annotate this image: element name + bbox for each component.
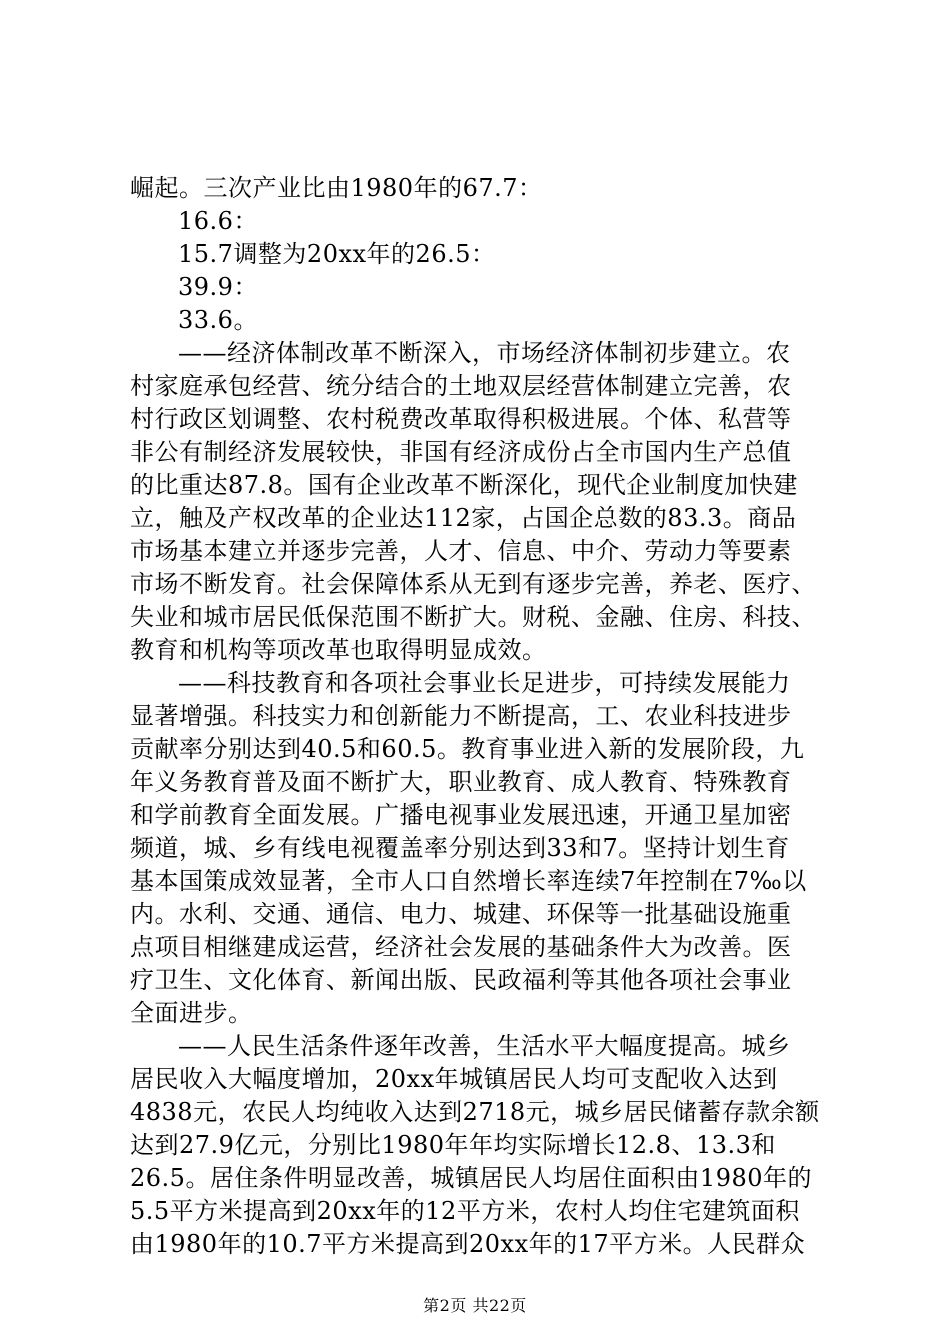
text-line: 村家庭承包经营、统分结合的土地双层经营体制建立完善，农 [130,372,792,400]
text-line: 市场不断发育。社会保障体系从无到有逐步完善，养老、医疗、 [130,570,816,598]
text-line: 39.9： [178,273,258,301]
text-line: 16.6： [178,207,258,235]
text-line: 村行政区划调整、农村税费改革取得积极进展。个体、私营等 [130,405,792,433]
text-line: 5.5平方米提高到20xx年的12平方米，农村人均住宅建筑面积 [130,1197,800,1225]
text-line: 失业和城市居民低保范围不断扩大。财税、金融、住房、科技、 [130,603,816,631]
text-line: 立，触及产权改革的企业达112家，占国企总数的83.3。商品 [130,504,797,532]
text-line: 全面进步。 [130,999,253,1027]
page-footer: 第2页 共22页 [423,1296,527,1315]
text-line: 内。水利、交通、通信、电力、城建、环保等一批基础设施重 [130,900,792,928]
text-line: 33.6。 [178,306,258,334]
text-line: 由1980年的10.7平方米提高到20xx年的17平方米。人民群众 [130,1230,806,1258]
text-line: ——科技教育和各项社会事业长足进步，可持续发展能力 [178,669,791,697]
text-line: 4838元，农民人均纯收入达到2718元，城乡居民储蓄存款余额 [130,1098,820,1126]
text-line: 基本国策成效显著，全市人口自然增长率连续7年控制在7‰以 [130,867,807,895]
text-line: 疗卫生、文化体育、新闻出版、民政福利等其他各项社会事业 [130,966,792,994]
text-line: 达到27.9亿元，分别比1980年年均实际增长12.8、13.3和 [130,1131,776,1159]
text-line: 显著增强。科技实力和创新能力不断提高，工、农业科技进步 [130,702,792,730]
text-line: 26.5。居住条件明显改善，城镇居民人均居住面积由1980年的 [130,1164,813,1192]
text-line: 非公有制经济发展较快，非国有经济成份占全市国内生产总值 [130,438,792,466]
text-line: 崛起。三次产业比由1980年的67.7： [130,174,543,202]
text-line: ——人民生活条件逐年改善，生活水平大幅度提高。城乡 [178,1032,791,1060]
text-line: 的比重达87.8。国有企业改革不断深化，现代企业制度加快建 [130,471,798,499]
text-line: 点项目相继建成运营，经济社会发展的基础条件大为改善。医 [130,933,792,961]
text-line: 频道，城、乡有线电视覆盖率分别达到33和7。坚持计划生育 [130,834,790,862]
text-line: 市场基本建立并逐步完善，人才、信息、中介、劳动力等要素 [130,537,792,565]
text-line: 15.7调整为20xx年的26.5： [178,240,496,268]
text-line: 和学前教育全面发展。广播电视事业发展迅速，开通卫星加密 [130,801,792,829]
text-line: 贡献率分别达到40.5和60.5。教育事业进入新的发展阶段，九 [130,735,805,763]
document-body [130,172,830,1261]
text-line: 年义务教育普及面不断扩大，职业教育、成人教育、特殊教育 [130,768,792,796]
text-line: 教育和机构等项改革也取得明显成效。 [130,636,547,664]
text-line: 居民收入大幅度增加，20xx年城镇居民人均可支配收入达到 [130,1065,778,1093]
text-line: ——经济体制改革不断深入，市场经济体制初步建立。农 [178,339,791,367]
